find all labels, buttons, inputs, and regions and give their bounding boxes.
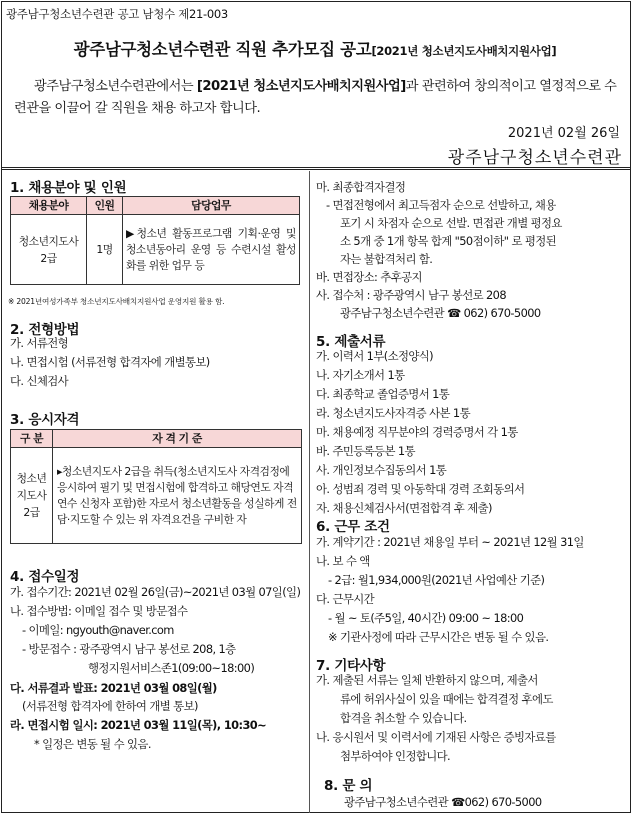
rt-line: 광주남구청소년수련관 ☎ 062) 670-5000 bbox=[340, 306, 541, 320]
s4-line: - 이메일: ngyouth@naver.com bbox=[22, 623, 174, 637]
s6-line: 다. 근무시간 bbox=[316, 592, 375, 606]
section-2-heading: 2. 전형방법 bbox=[10, 322, 80, 338]
col-header-category: 구 분 bbox=[11, 430, 53, 448]
s4-line: 가. 접수기간: 2021년 02월 26일(금)~2021년 03월 07일(일) bbox=[10, 585, 301, 599]
rt-line: 소 5개 중 1개 항목 합계 "50점이하" 로 평정된 bbox=[340, 234, 557, 248]
qual-field-cell: 청소년 지도사 2급 bbox=[11, 448, 53, 544]
duty-cell: ▶청소년 활동프로그램 기획·운영 및 청소년동아리 운영 등 수련시설 활성화를 위한 업무 등 bbox=[123, 215, 300, 285]
qual-criteria-cell: ▸청소년지도사 2급을 취득(청소년지도사 자격검정에 응시하여 필기 및 면접시험에 합격하고 해당연도 자격연수 신청자 포함)한 자로서 청소년활동을 성실하게 전담·지도할 수 있는 위 자격요건을 구비한 자 bbox=[53, 448, 302, 544]
column-divider bbox=[309, 171, 310, 813]
s5-item: 사. 개인정보수집동의서 1통 bbox=[316, 463, 447, 477]
col-header-duty: 담당업무 bbox=[123, 197, 300, 215]
s4-line: 행정지원서비스존1(09:00~18:00) bbox=[88, 661, 255, 675]
issuing-organization: 광주남구청소년수련관 bbox=[447, 148, 622, 168]
s5-item: 라. 청소년지도사자격증 사본 1통 bbox=[316, 406, 470, 420]
rt-line: 포기 시 차점자 순으로 선발. 면접관 개별 평정요 bbox=[340, 216, 562, 230]
s7-line: 류에 허위사실이 있을 때에는 합격결정 후에도 bbox=[340, 692, 553, 706]
s2-item: 가. 서류전형 bbox=[10, 336, 69, 350]
s4-line: * 일정은 변동 될 수 있음. bbox=[34, 737, 151, 751]
section-5-heading: 5. 제출서류 bbox=[316, 334, 386, 350]
s5-item: 마. 채용예정 직무분야의 경력증명서 각 1통 bbox=[316, 425, 518, 439]
recruitment-table bbox=[10, 196, 300, 285]
s5-item: 아. 성범죄 경력 및 아동학대 경력 조회동의서 bbox=[316, 482, 525, 496]
s4-line: 라. 면접시험 일시: 2021년 03월 11일(목), 10:30~ bbox=[10, 718, 267, 732]
s4-line: 나. 접수방법: 이메일 접수 및 방문접수 bbox=[10, 604, 188, 618]
contact-line: 광주남구청소년수련관 ☎062) 670-5000 bbox=[344, 795, 542, 809]
s5-item: 자. 채용신체검사서(면접합격 후 제출) bbox=[316, 501, 492, 515]
section-6-heading: 6. 근무 조건 bbox=[316, 519, 390, 535]
s6-line: 가. 계약기간 : 2021년 채용일 부터 ~ 2021년 12월 31일 bbox=[316, 535, 584, 549]
count-cell: 1명 bbox=[87, 215, 123, 285]
s5-item: 나. 자기소개서 1통 bbox=[316, 368, 405, 382]
rt-line: - 면접전형에서 최고득점자 순으로 선발하고, 채용 bbox=[326, 198, 556, 212]
section-1-heading: 1. 채용분야 및 인원 bbox=[10, 180, 127, 196]
s7-line: 나. 응시원서 및 이력서에 기재된 사항은 증빙자료를 bbox=[316, 730, 556, 744]
rt-line: 바. 면접장소: 추후공지 bbox=[316, 270, 422, 284]
s4-line: (서류전형 합격자에 한하여 개별 통보) bbox=[22, 699, 198, 713]
s6-line: 나. 보 수 액 bbox=[316, 554, 370, 568]
s6-line: ※ 기관사정에 따라 근무시간은 변동 될 수 있음. bbox=[328, 630, 549, 644]
section-3-heading: 3. 응시자격 bbox=[10, 412, 80, 428]
rt-line: 자는 불합격처리 함. bbox=[340, 252, 433, 266]
document-title: 광주남구청소년수련관 직원 추가모집 공고[2021년 청소년지도사배치지원사업] bbox=[73, 40, 557, 59]
notice-reference: 광주남구청소년수련관 공고 남청수 제21-003 bbox=[6, 7, 228, 21]
section-8-heading: 8. 문 의 bbox=[324, 778, 373, 794]
rt-line: 사. 접수처 : 광주광역시 남구 봉선로 208 bbox=[316, 288, 506, 302]
s7-line: 가. 제출된 서류는 일체 반환하지 않으며, 제출서 bbox=[316, 673, 538, 687]
s6-line: - 2급: 월1,934,000원(2021년 사업예산 기준) bbox=[328, 573, 545, 587]
s6-line: - 월 ~ 토(주5일, 40시간) 09:00 ~ 18:00 bbox=[328, 611, 524, 625]
field-cell: 청소년지도사 2급 bbox=[11, 215, 87, 285]
intro-paragraph: 광주남구청소년수련관에서는 [2021년 청소년지도사배치지원사업]과 관련하여 창의적이고 열정적으로 수련관을 이끌어 갈 직원을 채용 하고자 합니다. bbox=[14, 79, 617, 116]
s5-item: 다. 최종학교 졸업증명서 1통 bbox=[316, 387, 450, 401]
s7-line: 첨부하여야 인정합니다. bbox=[340, 749, 451, 763]
s4-line: - 방문접수 : 광주광역시 남구 봉선로 208, 1층 bbox=[22, 642, 236, 656]
s5-item: 바. 주민등록등본 1통 bbox=[316, 444, 415, 458]
s2-item: 다. 신체검사 bbox=[10, 374, 69, 388]
s5-item: 가. 이력서 1부(소정양식) bbox=[316, 349, 434, 363]
col-header-count: 인원 bbox=[87, 197, 123, 215]
title-subheading: [2021년 청소년지도사배치지원사업] bbox=[371, 44, 557, 58]
section-7-heading: 7. 기타사항 bbox=[316, 658, 386, 674]
double-divider bbox=[1, 167, 631, 170]
s7-line: 합격을 취소할 수 있습니다. bbox=[340, 711, 467, 725]
rt-line: 마. 최종합격자결정 bbox=[316, 180, 406, 194]
qualification-table bbox=[10, 429, 302, 544]
s2-item: 나. 면접시험 (서류전형 합격자에 개별통보) bbox=[10, 355, 210, 369]
program-name: [2021년 청소년지도사배치지원사업] bbox=[196, 79, 406, 94]
table-note: ※ 2021년여성가족부 청소년지도사배치지원사업 운영지원 활용 함. bbox=[8, 297, 225, 306]
col-header-field: 채용분야 bbox=[11, 197, 87, 215]
s4-line: 다. 서류결과 발표: 2021년 03월 08일(월) bbox=[10, 681, 217, 695]
col-header-criteria: 자 격 기 준 bbox=[53, 430, 302, 448]
notice-date: 2021년 02월 26일 bbox=[507, 126, 620, 141]
section-4-heading: 4. 접수일정 bbox=[10, 569, 80, 585]
